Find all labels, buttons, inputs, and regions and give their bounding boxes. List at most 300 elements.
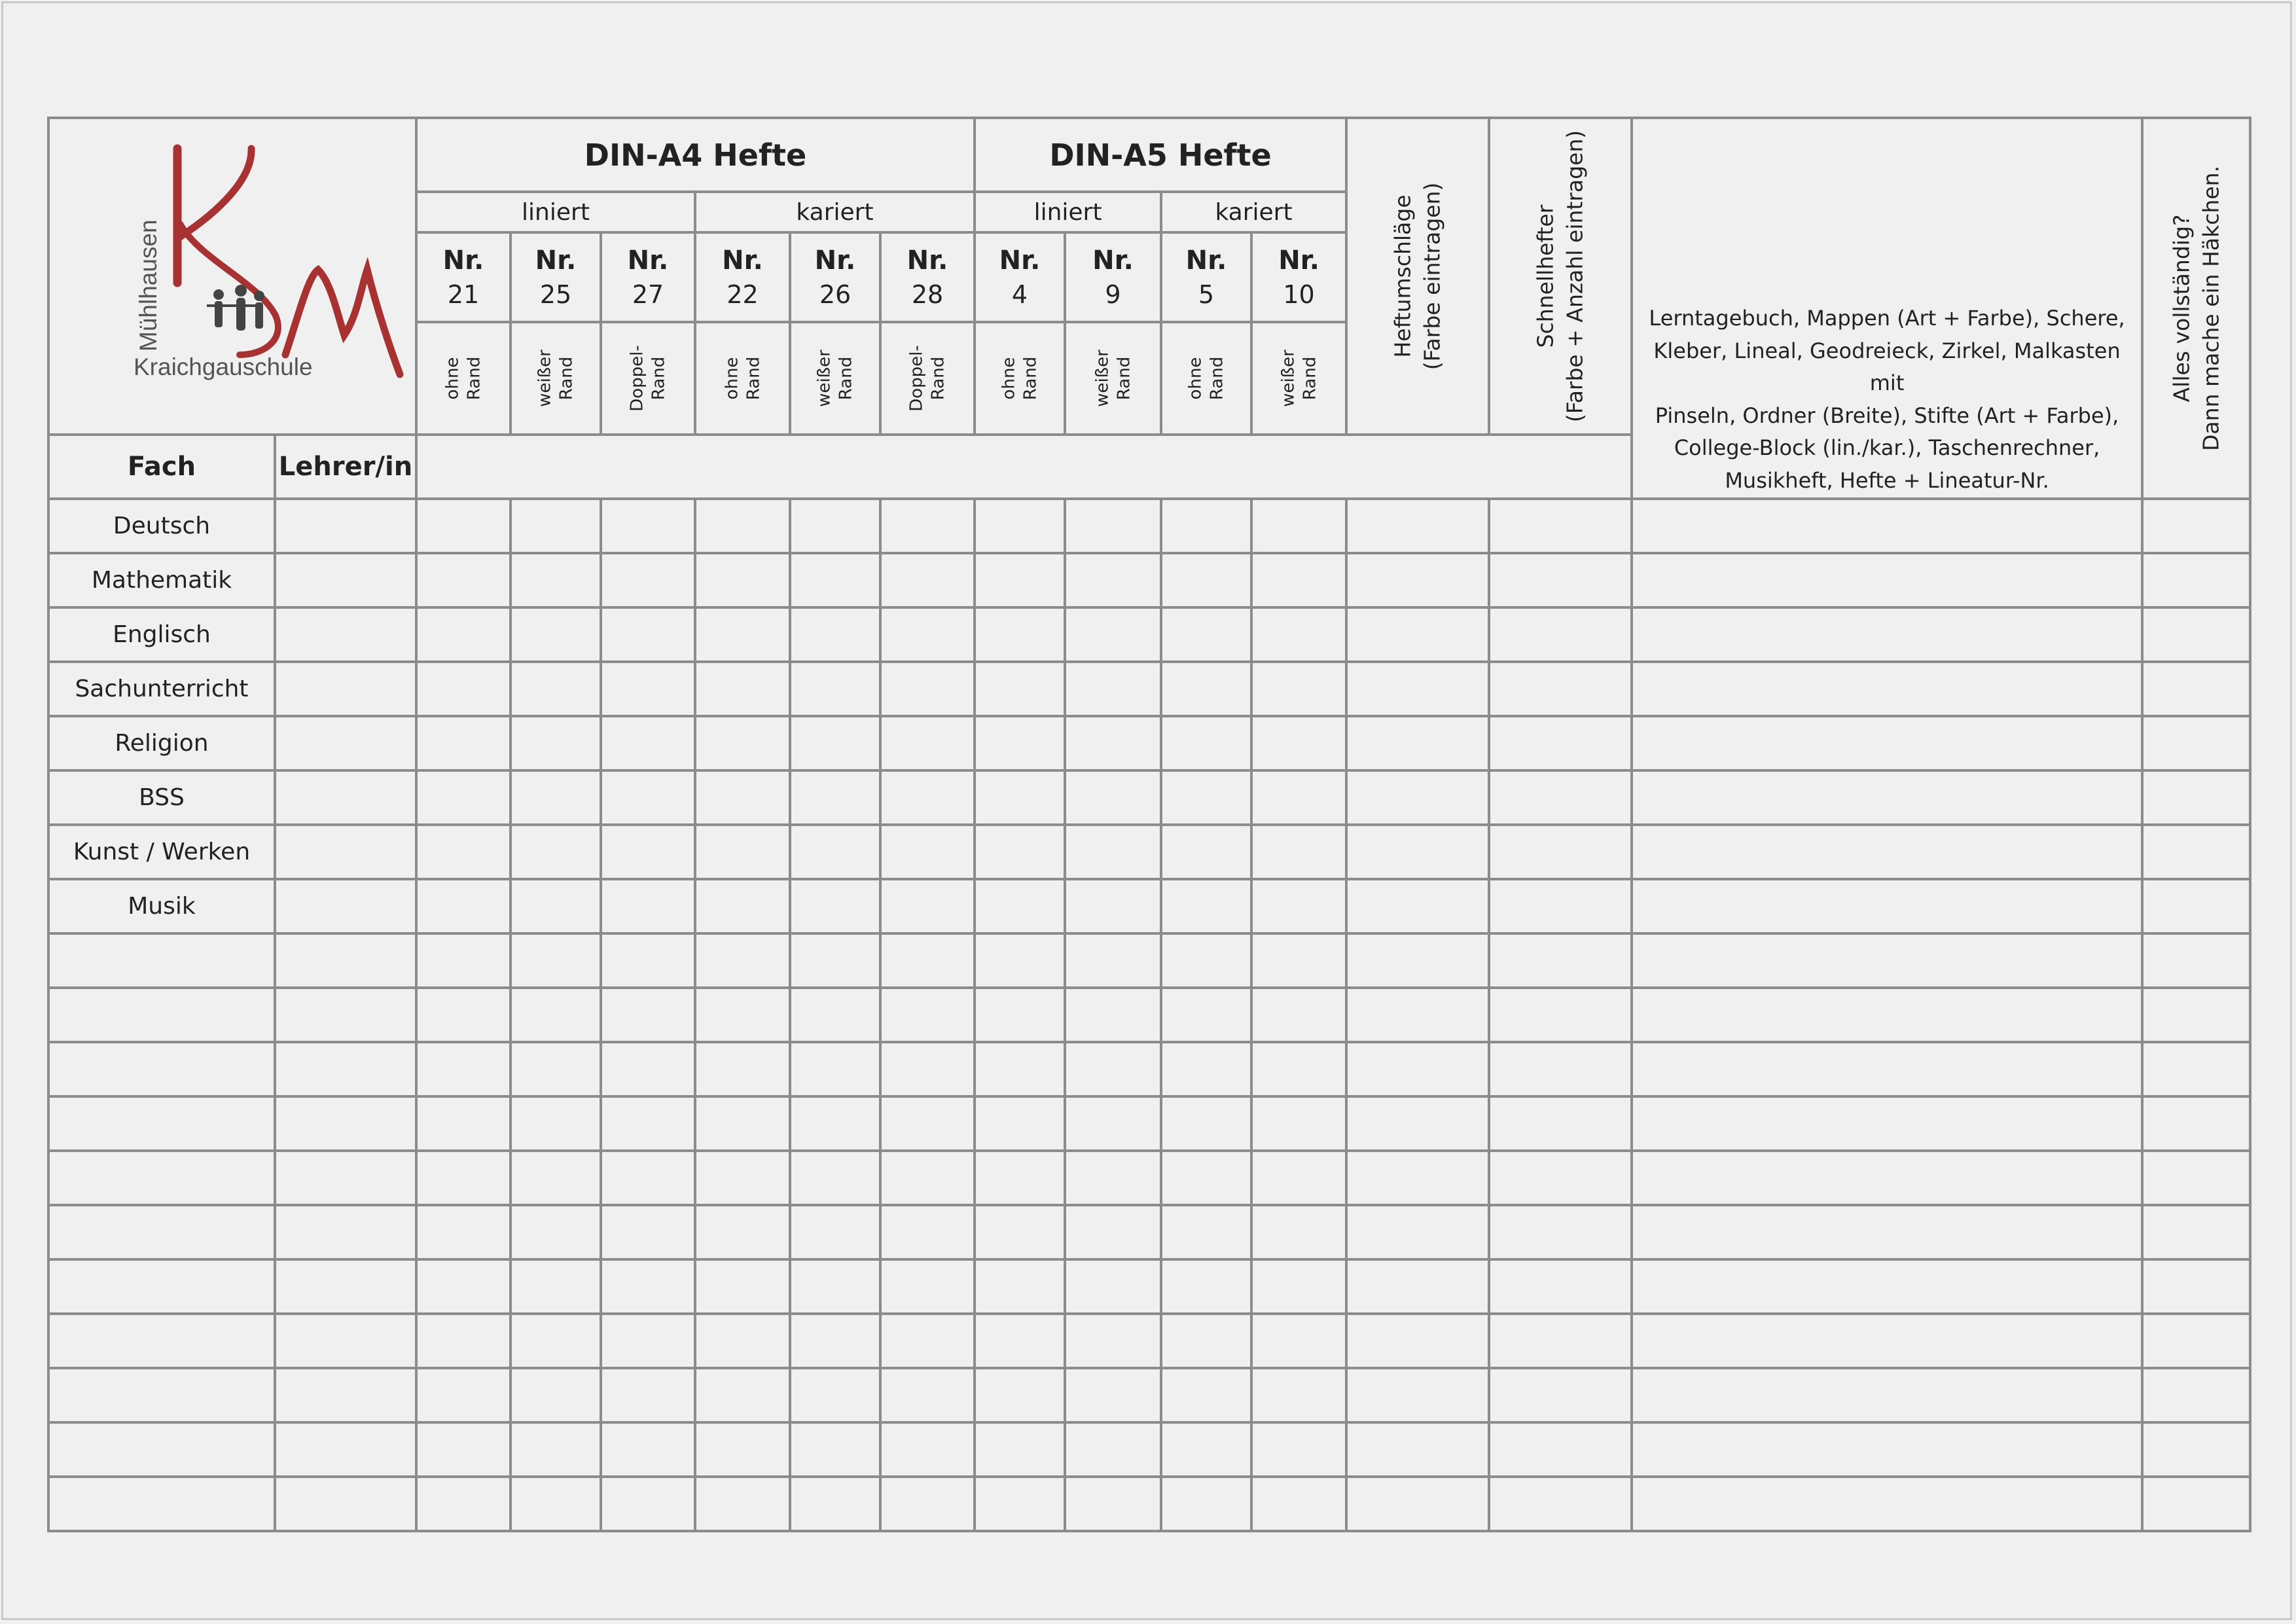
entry-cell[interactable] [790,499,880,553]
entry-cell[interactable] [2142,988,2250,1042]
entry-cell[interactable] [601,1422,695,1477]
entry-cell[interactable] [1251,662,1346,716]
entry-cell[interactable] [1161,499,1251,553]
entry-cell[interactable] [1632,1205,2142,1259]
entry-cell[interactable] [880,716,975,770]
entry-cell[interactable] [790,1042,880,1096]
entry-cell[interactable] [275,1259,416,1314]
entry-cell[interactable] [1065,825,1161,879]
entry-cell[interactable] [975,770,1065,825]
entry-cell[interactable] [275,1205,416,1259]
entry-cell[interactable] [1161,933,1251,988]
subject-cell [48,1205,275,1259]
entry-cell[interactable] [1632,825,2142,879]
entry-cell[interactable] [1489,1205,1632,1259]
entry-cell[interactable] [1161,1368,1251,1422]
entry-cell[interactable] [1161,1042,1251,1096]
entry-cell[interactable] [880,933,975,988]
heft-number-header: Nr. 9 [1065,232,1161,322]
entry-cell[interactable] [601,988,695,1042]
entry-cell[interactable] [1065,1042,1161,1096]
entry-cell[interactable] [1632,716,2142,770]
entry-cell[interactable] [275,825,416,879]
entry-cell[interactable] [695,553,790,607]
entry-cell[interactable] [1346,1259,1489,1314]
entry-cell[interactable] [975,662,1065,716]
entry-cell[interactable] [1346,1368,1489,1422]
entry-cell[interactable] [511,933,601,988]
entry-cell[interactable] [2142,825,2250,879]
entry-cell[interactable] [511,499,601,553]
entry-cell[interactable] [1346,879,1489,933]
entry-cell[interactable] [1251,1477,1346,1531]
entry-cell[interactable] [1065,1314,1161,1368]
entry-cell[interactable] [695,1259,790,1314]
entry-cell[interactable] [1346,825,1489,879]
entry-cell[interactable] [1489,716,1632,770]
entry-cell[interactable] [975,879,1065,933]
entry-cell[interactable] [1065,1259,1161,1314]
entry-cell[interactable] [1632,499,2142,553]
entry-cell[interactable] [880,553,975,607]
entry-cell[interactable] [511,716,601,770]
entry-cell[interactable] [880,607,975,662]
entry-cell[interactable] [275,770,416,825]
entry-cell[interactable] [2142,933,2250,988]
entry-cell[interactable] [511,879,601,933]
entry-cell[interactable] [1489,1477,1632,1531]
entry-cell[interactable] [1489,1151,1632,1205]
entry-cell[interactable] [880,1368,975,1422]
entry-cell[interactable] [880,825,975,879]
entry-cell[interactable] [975,1042,1065,1096]
entry-cell[interactable] [1161,988,1251,1042]
entry-cell[interactable] [880,988,975,1042]
entry-cell[interactable] [1489,933,1632,988]
entry-cell[interactable] [1632,662,2142,716]
entry-cell[interactable] [275,1096,416,1151]
entry-cell[interactable] [511,1096,601,1151]
entry-cell[interactable] [1489,499,1632,553]
entry-cell[interactable] [1489,988,1632,1042]
entry-cell[interactable] [1346,1422,1489,1477]
entry-cell[interactable] [695,607,790,662]
entry-cell[interactable] [416,716,511,770]
entry-cell[interactable] [416,933,511,988]
entry-cell[interactable] [1632,988,2142,1042]
entry-cell[interactable] [1251,1368,1346,1422]
entry-cell[interactable] [1251,1151,1346,1205]
entry-cell[interactable] [416,1205,511,1259]
entry-cell[interactable] [2142,607,2250,662]
entry-cell[interactable] [1489,1314,1632,1368]
entry-cell[interactable] [1065,499,1161,553]
entry-cell[interactable] [416,825,511,879]
entry-cell[interactable] [880,499,975,553]
entry-cell[interactable] [2142,1259,2250,1314]
entry-cell[interactable] [2142,1042,2250,1096]
entry-cell[interactable] [975,1314,1065,1368]
entry-cell[interactable] [1161,662,1251,716]
entry-cell[interactable] [601,1042,695,1096]
entry-cell[interactable] [1065,933,1161,988]
entry-cell[interactable] [1251,553,1346,607]
entry-cell[interactable] [695,1368,790,1422]
entry-cell[interactable] [1489,607,1632,662]
subject-cell [48,1314,275,1368]
entry-cell[interactable] [1346,933,1489,988]
entry-cell[interactable] [416,1259,511,1314]
entry-cell[interactable] [601,1314,695,1368]
entry-cell[interactable] [1161,553,1251,607]
entry-cell[interactable] [1251,1096,1346,1151]
entry-cell[interactable] [1065,988,1161,1042]
entry-cell[interactable] [695,988,790,1042]
entry-cell[interactable] [275,1368,416,1422]
entry-cell[interactable] [275,1314,416,1368]
entry-cell[interactable] [2142,499,2250,553]
entry-cell[interactable] [1346,988,1489,1042]
entry-cell[interactable] [790,662,880,716]
entry-cell[interactable] [1632,607,2142,662]
entry-cell[interactable] [601,825,695,879]
entry-cell[interactable] [416,1368,511,1422]
entry-cell[interactable] [601,607,695,662]
entry-cell[interactable] [1632,1368,2142,1422]
entry-cell[interactable] [975,553,1065,607]
entry-cell[interactable] [790,1096,880,1151]
entry-cell[interactable] [511,1205,601,1259]
entry-cell[interactable] [416,662,511,716]
entry-cell[interactable] [790,1368,880,1422]
entry-cell[interactable] [695,1477,790,1531]
entry-cell[interactable] [511,1477,601,1531]
entry-cell[interactable] [2142,879,2250,933]
entry-cell[interactable] [416,1096,511,1151]
entry-cell[interactable] [880,1151,975,1205]
entry-cell[interactable] [880,662,975,716]
entry-cell[interactable] [416,1151,511,1205]
entry-cell[interactable] [1251,1422,1346,1477]
entry-cell[interactable] [1489,879,1632,933]
entry-cell[interactable] [1489,553,1632,607]
entry-cell[interactable] [1632,1151,2142,1205]
entry-cell[interactable] [2142,716,2250,770]
entry-cell[interactable] [1489,770,1632,825]
entry-cell[interactable] [601,662,695,716]
entry-cell[interactable] [416,988,511,1042]
entry-cell[interactable] [275,607,416,662]
entry-cell[interactable] [1161,607,1251,662]
entry-cell[interactable] [511,1422,601,1477]
entry-cell[interactable] [880,1477,975,1531]
entry-cell[interactable] [511,1042,601,1096]
entry-cell[interactable] [416,770,511,825]
entry-cell[interactable] [1632,933,2142,988]
entry-cell[interactable] [1346,553,1489,607]
entry-cell[interactable] [416,553,511,607]
entry-cell[interactable] [601,553,695,607]
entry-cell[interactable] [1251,1259,1346,1314]
subject-cell: Deutsch [48,499,275,553]
entry-cell[interactable] [416,1314,511,1368]
entry-cell[interactable] [1161,879,1251,933]
entry-cell[interactable] [416,607,511,662]
entry-cell[interactable] [790,607,880,662]
entry-cell[interactable] [1346,662,1489,716]
entry-cell[interactable] [2142,1096,2250,1151]
entry-cell[interactable] [695,1042,790,1096]
entry-cell[interactable] [601,1259,695,1314]
entry-cell[interactable] [1489,1096,1632,1151]
entry-cell[interactable] [880,879,975,933]
entry-cell[interactable] [1161,825,1251,879]
entry-cell[interactable] [975,1477,1065,1531]
entry-cell[interactable] [790,716,880,770]
entry-cell[interactable] [1346,1477,1489,1531]
entry-cell[interactable] [511,607,601,662]
entry-cell[interactable] [695,825,790,879]
entry-cell[interactable] [695,499,790,553]
entry-cell[interactable] [511,1314,601,1368]
entry-cell[interactable] [2142,770,2250,825]
school-logo-cell [48,118,416,435]
entry-cell[interactable] [1065,1368,1161,1422]
entry-cell[interactable] [790,1151,880,1205]
entry-cell[interactable] [1251,716,1346,770]
entry-cell[interactable] [511,825,601,879]
entry-cell[interactable] [601,499,695,553]
entry-cell[interactable] [1065,553,1161,607]
entry-cell[interactable] [416,1042,511,1096]
entry-cell[interactable] [790,825,880,879]
entry-cell[interactable] [1161,1422,1251,1477]
entry-cell[interactable] [880,1259,975,1314]
entry-cell[interactable] [1065,1096,1161,1151]
entry-cell[interactable] [1065,662,1161,716]
entry-cell[interactable] [1489,1368,1632,1422]
entry-cell[interactable] [1346,770,1489,825]
entry-cell[interactable] [1065,716,1161,770]
entry-cell[interactable] [1065,879,1161,933]
entry-cell[interactable] [1346,1096,1489,1151]
entry-cell[interactable] [975,825,1065,879]
entry-cell[interactable] [790,1314,880,1368]
entry-cell[interactable] [1632,879,2142,933]
entry-cell[interactable] [601,1368,695,1422]
entry-cell[interactable] [1632,1096,2142,1151]
entry-cell[interactable] [601,933,695,988]
entry-cell[interactable] [275,933,416,988]
entry-cell[interactable] [1632,553,2142,607]
entry-cell[interactable] [1161,1151,1251,1205]
entry-cell[interactable] [975,1151,1065,1205]
materials-checklist-table [47,117,2251,1532]
entry-cell[interactable] [601,879,695,933]
schnellhefter-note: (Farbe + Anzahl eintragen) [1562,130,1588,423]
entry-cell[interactable] [1251,1314,1346,1368]
entry-cell[interactable] [975,1368,1065,1422]
heft-number-header: Nr. 5 [1161,232,1251,322]
entry-cell[interactable] [790,1422,880,1477]
entry-cell[interactable] [1251,933,1346,988]
entry-cell[interactable] [975,1259,1065,1314]
entry-cell[interactable] [1346,607,1489,662]
entry-cell[interactable] [1489,1259,1632,1314]
entry-cell[interactable] [1065,770,1161,825]
entry-cell[interactable] [416,1422,511,1477]
entry-cell[interactable] [416,879,511,933]
entry-cell[interactable] [880,1042,975,1096]
entry-cell[interactable] [511,553,601,607]
entry-cell[interactable] [1161,770,1251,825]
table-row [48,1368,2250,1422]
entry-cell[interactable] [2142,1151,2250,1205]
entry-cell[interactable] [601,1151,695,1205]
entry-cell[interactable] [1161,1205,1251,1259]
entry-cell[interactable] [1161,1096,1251,1151]
entry-cell[interactable] [695,1314,790,1368]
entry-cell[interactable] [1251,607,1346,662]
entry-cell[interactable] [1065,1151,1161,1205]
logo-school-text: Kraichgauschule [134,353,313,380]
entry-cell[interactable] [695,1205,790,1259]
entry-cell[interactable] [275,879,416,933]
entry-cell[interactable] [790,1477,880,1531]
materials-line: College-Block (lin./kar.), Taschenrechner, [1674,435,2100,461]
entry-cell[interactable] [2142,1314,2250,1368]
entry-cell[interactable] [1065,607,1161,662]
entry-cell[interactable] [695,1151,790,1205]
entry-cell[interactable] [275,1151,416,1205]
entry-cell[interactable] [880,770,975,825]
entry-cell[interactable] [1346,1151,1489,1205]
entry-cell[interactable] [975,607,1065,662]
entry-cell[interactable] [880,1096,975,1151]
entry-cell[interactable] [975,716,1065,770]
entry-cell[interactable] [1632,1314,2142,1368]
entry-cell[interactable] [275,716,416,770]
entry-cell[interactable] [790,770,880,825]
entry-cell[interactable] [1065,1477,1161,1531]
entry-cell[interactable] [511,662,601,716]
entry-cell[interactable] [2142,1205,2250,1259]
entry-cell[interactable] [1251,988,1346,1042]
entry-cell[interactable] [695,1422,790,1477]
entry-cell[interactable] [601,1477,695,1531]
entry-cell[interactable] [2142,1422,2250,1477]
entry-cell[interactable] [790,553,880,607]
entry-cell[interactable] [1346,716,1489,770]
entry-cell[interactable] [511,1368,601,1422]
entry-cell[interactable] [2142,1477,2250,1531]
entry-cell[interactable] [601,716,695,770]
entry-cell[interactable] [275,553,416,607]
entry-cell[interactable] [1161,1259,1251,1314]
entry-cell[interactable] [1251,499,1346,553]
entry-cell[interactable] [1346,1314,1489,1368]
entry-cell[interactable] [695,1096,790,1151]
entry-cell[interactable] [275,1477,416,1531]
entry-cell[interactable] [880,1314,975,1368]
entry-cell[interactable] [416,499,511,553]
entry-cell[interactable] [1251,1042,1346,1096]
entry-cell[interactable] [511,1151,601,1205]
entry-cell[interactable] [695,933,790,988]
entry-cell[interactable] [695,879,790,933]
entry-cell[interactable] [790,933,880,988]
entry-cell[interactable] [2142,553,2250,607]
entry-cell[interactable] [790,988,880,1042]
entry-cell[interactable] [880,1422,975,1477]
entry-cell[interactable] [1346,1042,1489,1096]
entry-cell[interactable] [1346,499,1489,553]
entry-cell[interactable] [790,1259,880,1314]
entry-cell[interactable] [275,1042,416,1096]
entry-cell[interactable] [416,1477,511,1531]
entry-cell[interactable] [1489,662,1632,716]
entry-cell[interactable] [880,1205,975,1259]
entry-cell[interactable] [1632,770,2142,825]
entry-cell[interactable] [975,933,1065,988]
entry-cell[interactable] [975,1205,1065,1259]
subject-cell [48,1422,275,1477]
entry-cell[interactable] [1632,1259,2142,1314]
entry-cell[interactable] [1161,1477,1251,1531]
entry-cell[interactable] [601,1205,695,1259]
entry-cell[interactable] [1489,1042,1632,1096]
entry-cell[interactable] [1251,879,1346,933]
entry-cell[interactable] [601,1096,695,1151]
entry-cell[interactable] [275,662,416,716]
entry-cell[interactable] [1632,1422,2142,1477]
entry-cell[interactable] [1632,1477,2142,1531]
rand-type-header: Doppel- Rand [601,322,695,435]
entry-cell[interactable] [601,770,695,825]
entry-cell[interactable] [2142,662,2250,716]
entry-cell[interactable] [1632,1042,2142,1096]
entry-cell[interactable] [695,770,790,825]
entry-cell[interactable] [975,988,1065,1042]
entry-cell[interactable] [790,1205,880,1259]
entry-cell[interactable] [1161,716,1251,770]
entry-cell[interactable] [790,879,880,933]
entry-cell[interactable] [695,662,790,716]
entry-cell[interactable] [975,1096,1065,1151]
entry-cell[interactable] [275,499,416,553]
entry-cell[interactable] [1346,1205,1489,1259]
entry-cell[interactable] [511,770,601,825]
entry-cell[interactable] [275,988,416,1042]
entry-cell[interactable] [975,499,1065,553]
entry-cell[interactable] [511,1259,601,1314]
entry-cell[interactable] [1251,1205,1346,1259]
entry-cell[interactable] [1489,1422,1632,1477]
entry-cell[interactable] [695,716,790,770]
entry-cell[interactable] [1251,770,1346,825]
entry-cell[interactable] [975,1422,1065,1477]
entry-cell[interactable] [2142,1368,2250,1422]
entry-cell[interactable] [1251,825,1346,879]
entry-cell[interactable] [511,988,601,1042]
entry-cell[interactable] [1065,1205,1161,1259]
materials-line: Pinseln, Ordner (Breite), Stifte (Art + Farbe), [1655,403,2119,428]
entry-cell[interactable] [1065,1422,1161,1477]
entry-cell[interactable] [1489,825,1632,879]
a5-kariert-header: kariert [1161,192,1346,232]
entry-cell[interactable] [1161,1314,1251,1368]
entry-cell[interactable] [275,1422,416,1477]
